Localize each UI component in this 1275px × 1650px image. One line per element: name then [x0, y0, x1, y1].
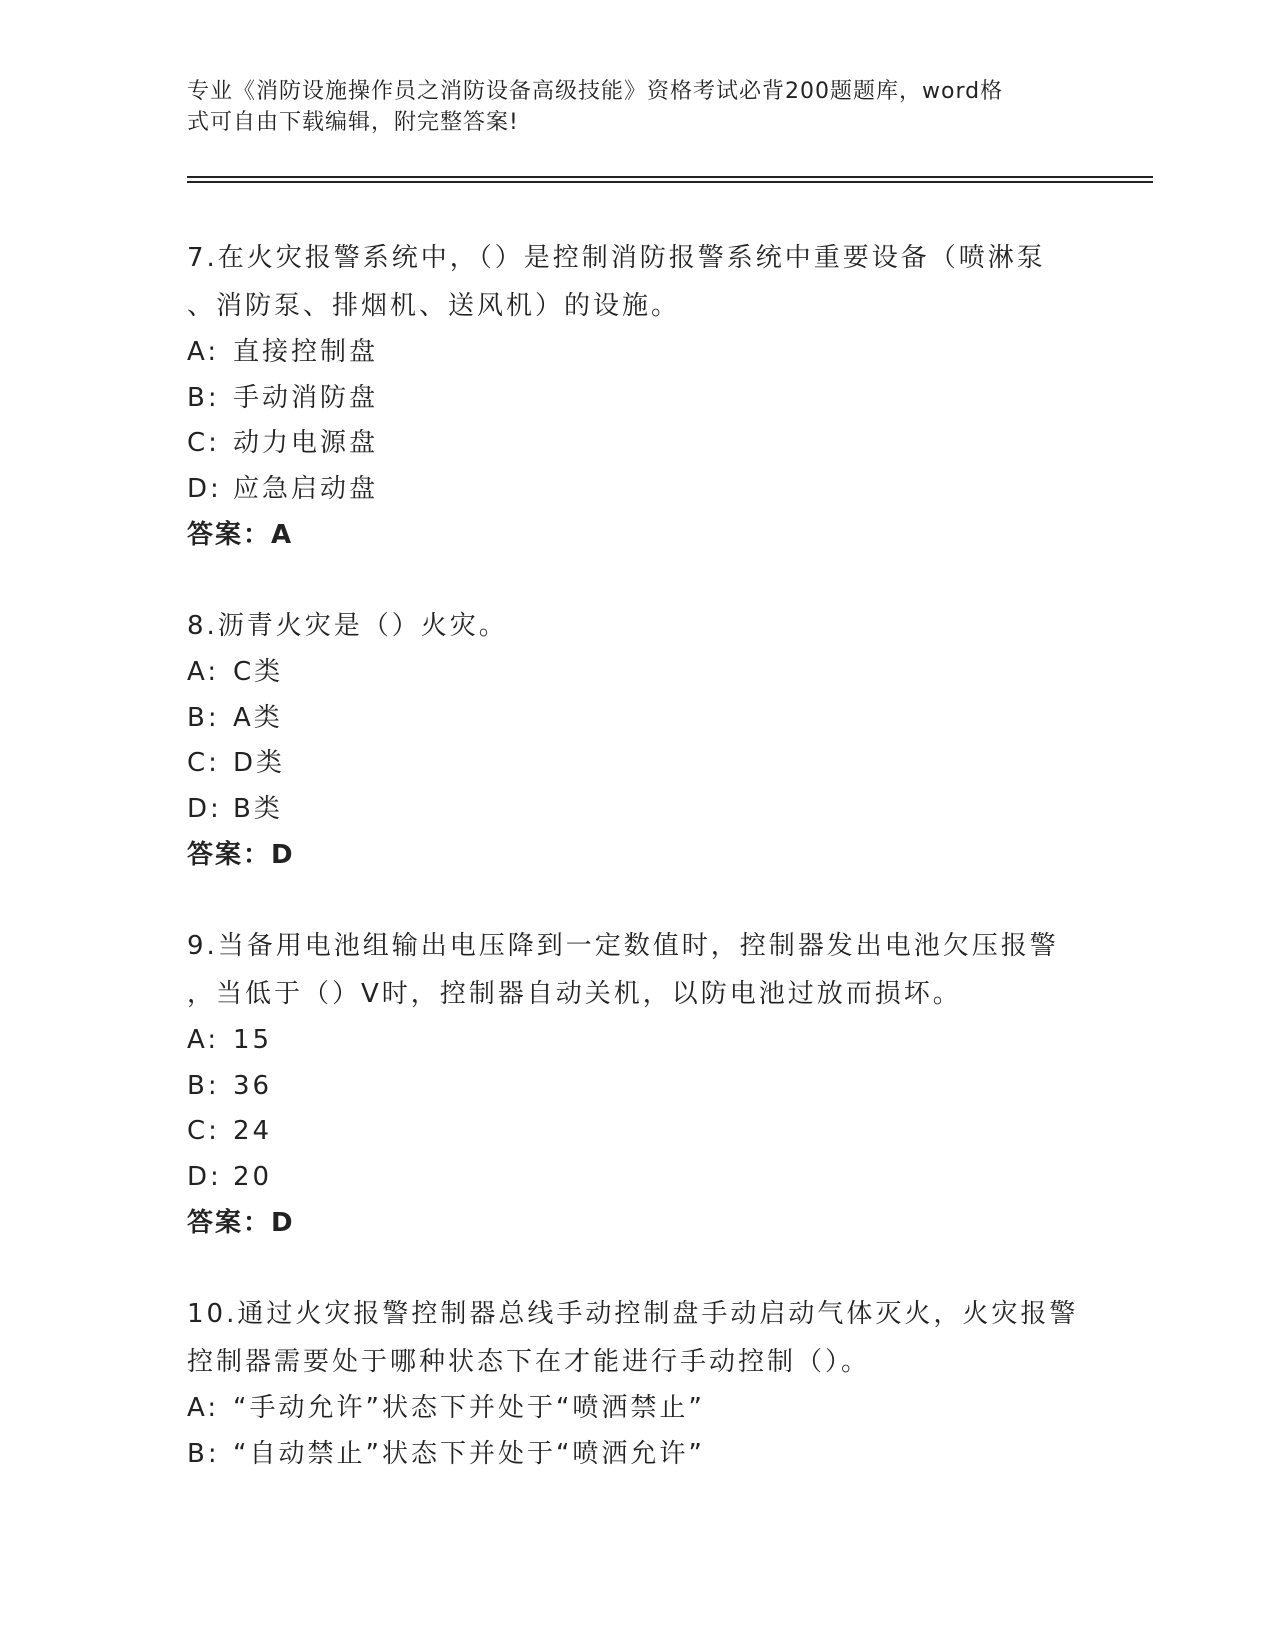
- option-a: [187, 650, 1087, 696]
- option-text: 15: [233, 1025, 273, 1055]
- option-d: [187, 1155, 1087, 1201]
- option-letter: B:: [187, 382, 220, 413]
- option-c: [187, 421, 1087, 467]
- question-8: [187, 602, 1087, 878]
- option-letter: D:: [187, 1161, 222, 1192]
- question-text-line-1: 7.在火灾报警系统中，（）是控制消防报警系统中重要设备（喷淋泵: [187, 243, 1046, 273]
- option-b: [187, 696, 1087, 742]
- option-text: “手动允许”状态下并处于“喷洒禁止”: [233, 1393, 705, 1423]
- option-text: 20: [233, 1161, 273, 1192]
- option-text: 动力电源盘: [233, 428, 379, 458]
- option-c: [187, 741, 1087, 787]
- question-7: [187, 234, 1087, 558]
- option-text: 应急启动盘: [233, 473, 379, 504]
- option-letter: C:: [187, 748, 220, 778]
- option-text: B类: [233, 793, 283, 824]
- document-header: [187, 76, 1067, 138]
- header-divider-bottom: [187, 181, 1153, 183]
- header-line-2: 式可自由下载编辑，附完整答案!: [187, 110, 519, 135]
- option-letter: B:: [187, 1070, 220, 1101]
- option-b: [187, 1432, 1087, 1478]
- option-c: [187, 1109, 1087, 1155]
- option-letter: C:: [187, 1116, 220, 1146]
- question-list: [187, 234, 1087, 1521]
- answer-line: 答案：A: [187, 520, 294, 550]
- option-text: A类: [233, 702, 283, 733]
- option-letter: A:: [187, 337, 220, 367]
- option-d: [187, 787, 1087, 833]
- option-letter: D:: [187, 793, 222, 824]
- answer-line: 答案：D: [187, 1208, 295, 1238]
- option-letter: B:: [187, 1438, 220, 1469]
- header-divider-top: [187, 176, 1153, 178]
- question-text-line-2: ，当低于（）V时，控制器自动关机，以防电池过放而损坏。: [187, 979, 962, 1009]
- question-10: [187, 1290, 1087, 1477]
- question-text-line-2: 、消防泵、排烟机、送风机）的设施。: [187, 291, 681, 321]
- option-text: 手动消防盘: [233, 382, 379, 413]
- header-line-1: 专业《消防设施操作员之消防设备高级技能》资格考试必背200题题库，word格: [187, 79, 1004, 104]
- question-text-line-2: 控制器需要处于哪种状态下在才能进行手动控制（）。: [187, 1347, 871, 1377]
- option-letter: D:: [187, 473, 222, 504]
- option-text: 24: [233, 1116, 273, 1146]
- answer-line: 答案：D: [187, 840, 295, 870]
- option-a: [187, 1018, 1087, 1064]
- option-text: C类: [233, 657, 284, 687]
- option-d: [187, 467, 1087, 513]
- option-b: [187, 376, 1087, 422]
- option-text: D类: [233, 748, 286, 778]
- option-b: [187, 1064, 1087, 1110]
- option-letter: B:: [187, 702, 220, 733]
- option-letter: C:: [187, 428, 220, 458]
- option-letter: A:: [187, 657, 220, 687]
- question-text-line-1: 8.沥青火灾是（）火灾。: [187, 611, 508, 641]
- option-letter: A:: [187, 1025, 220, 1055]
- question-9: [187, 922, 1087, 1246]
- option-a: [187, 330, 1087, 376]
- option-letter: A:: [187, 1393, 220, 1423]
- question-text-line-1: 10.通过火灾报警控制器总线手动控制盘手动启动气体灭火，火灾报警: [187, 1299, 1079, 1329]
- option-a: [187, 1386, 1087, 1432]
- option-text: 36: [233, 1070, 273, 1101]
- option-text: “自动禁止”状态下并处于“喷洒允许”: [233, 1438, 705, 1469]
- option-text: 直接控制盘: [233, 337, 379, 367]
- question-text-line-1: 9.当备用电池组输出电压降到一定数值时，控制器发出电池欠压报警: [187, 931, 1059, 961]
